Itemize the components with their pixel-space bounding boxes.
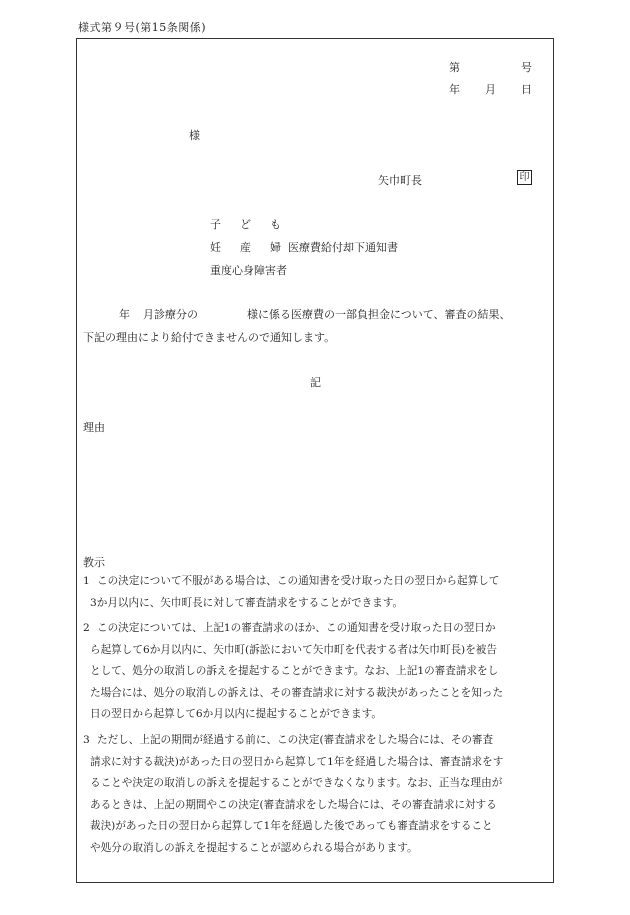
instruction-heading: 教示: [83, 556, 105, 569]
document-number-suffix: 号: [521, 61, 532, 74]
body-line-2: 下記の理由により給付できませんので通知します。: [83, 331, 336, 344]
date-year: 年: [449, 83, 460, 96]
instruction-item-1: 1 この決定について不服がある場合は、この通知書を受け取った日の翌日から起算して 3か月以内に、矢巾町長に対して審査請求をすることができます。: [83, 575, 500, 609]
record-label: 記: [310, 376, 321, 389]
issuer-title: 矢巾町長: [378, 174, 422, 187]
title-line-children: 子 ど も: [210, 218, 281, 231]
reason-label: 理由: [83, 421, 105, 434]
seal-mark: 印: [517, 170, 532, 185]
form-number-label: 様式第９号(第15条関係): [78, 21, 207, 34]
instruction-item-3: 3 ただし、上記の期間が経過する前に、この決定(審査請求をした場合には、その審査 請求に対する裁決)があった日の翌日から起算して1年を経過した場合は、審査請求をす ることや決定の取消しの訴えを提起することができなくなります。なお、正当な理由が あるときは、上記の期間やこの決定(審査請求をした場合には、その審査請求に対する 裁決)があった日の翌日から起算して1年を経過した後であっても審査請求をすること や処分の取消しの訴えを提起することが認められる場合があります。: [83, 734, 504, 854]
notice-title: 医療費給付却下通知書: [288, 241, 398, 254]
document-number-prefix: 第: [449, 61, 460, 74]
instruction-item-2: 2 この決定については、上記1の審査請求のほか、この通知書を受け取った日の翌日か ら起算して6か月以内に、矢巾町(訴訟において矢巾町を代表する者は矢巾町長)を被告 として、処分の取消しの訴えを提起することができます。なお、上記1の審査請求をし た場合には、処分の取消しの訴えは、その審査請求に対する裁決があったことを知った 日の翌日から起算して6か月以内に提起することができます。: [83, 622, 504, 720]
date-month: 月: [485, 83, 496, 96]
date-day: 日: [521, 83, 532, 96]
title-line-disabled: 重度心身障害者: [210, 264, 287, 277]
addressee-suffix: 様: [189, 129, 200, 142]
title-line-pregnant: 妊 産 婦 医療費給付却下通知書: [210, 241, 398, 254]
body-line-1: 年 月診療分の 様に係る医療費の一部負担金について、審査の結果、: [119, 308, 511, 321]
